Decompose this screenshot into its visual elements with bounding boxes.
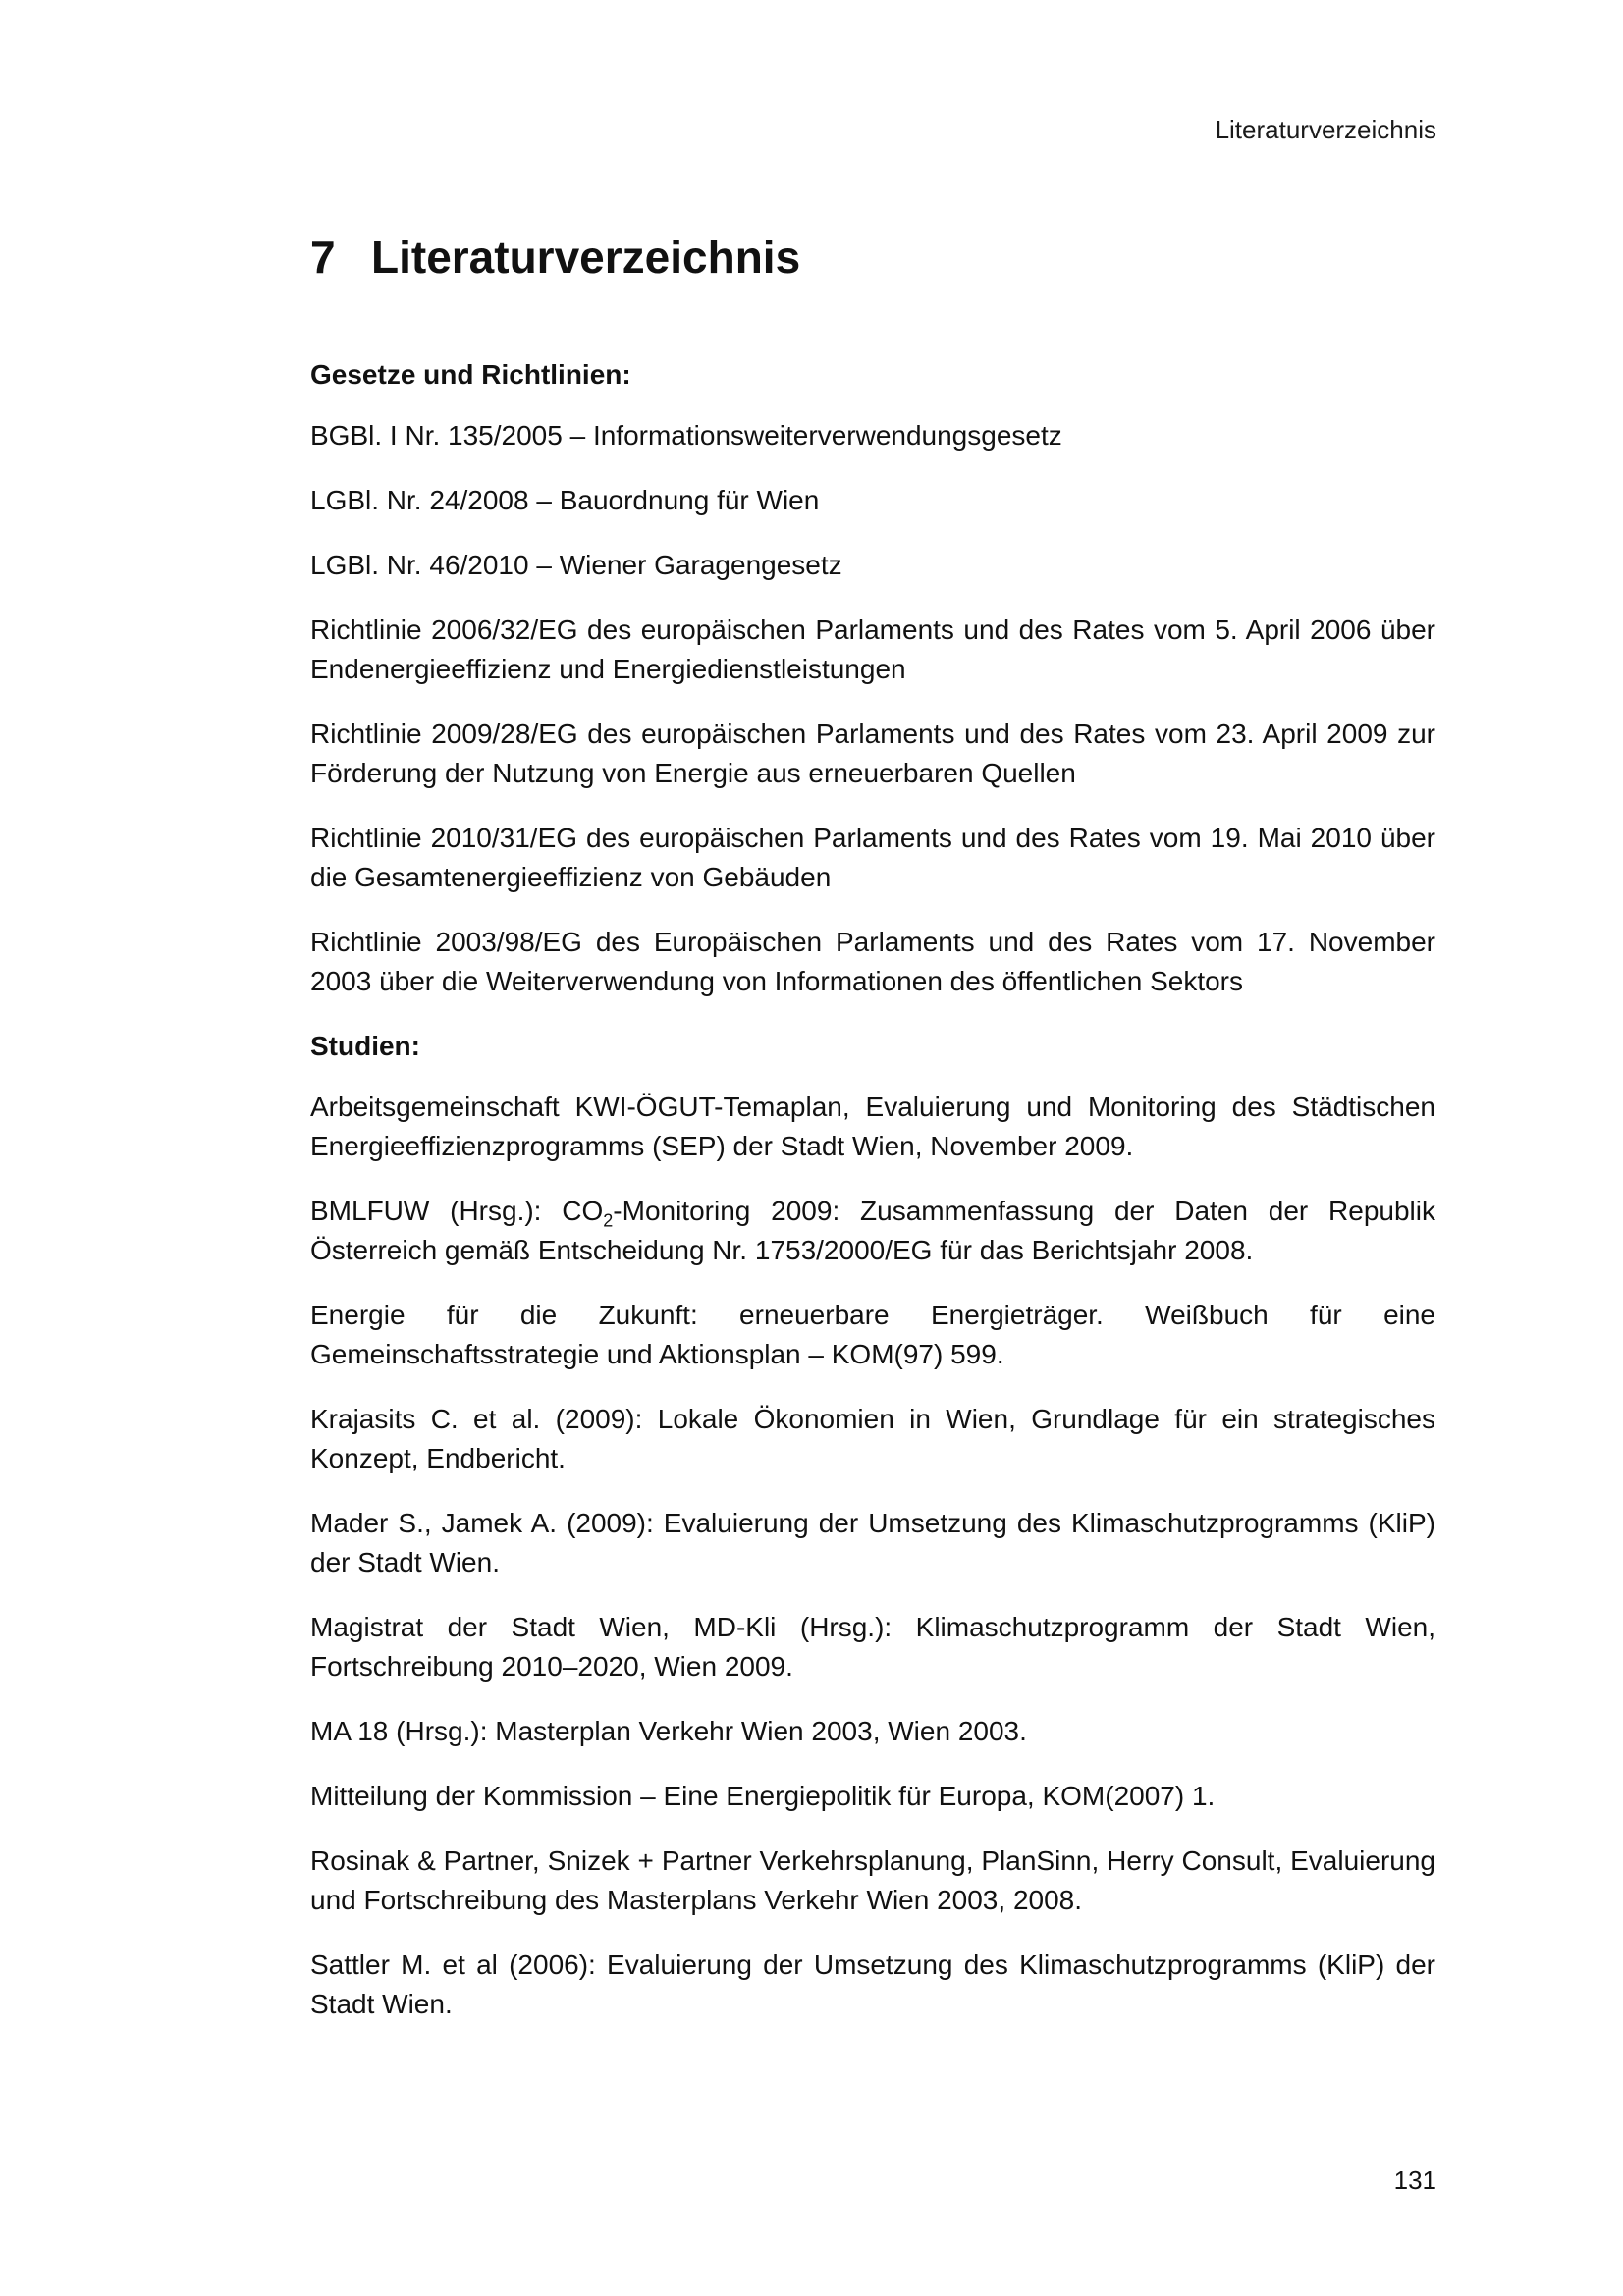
reference-item: Magistrat der Stadt Wien, MD-Kli (Hrsg.): Klimaschutzprogramm der Stadt Wien, Fortschreibung 2010–2020, Wien 2009. — [310, 1612, 1435, 1682]
reference-item: Rosinak & Partner, Snizek + Partner Verkehrsplanung, PlanSinn, Herry Consult, Evaluierung und Fortschreibung des Masterplans Verkehr Wien 2003, 2008. — [310, 1845, 1435, 1915]
reference-item: Richtlinie 2010/31/EG des europäischen Parlaments und des Rates vom 19. Mai 2010 über die Gesamtenergieeffizienz von Gebäuden — [310, 823, 1435, 892]
chapter-title — [310, 228, 1435, 287]
section-heading-laws: Gesetze und Richtlinien: — [310, 359, 631, 390]
reference-item: LGBl. Nr. 46/2010 – Wiener Garagengesetz — [310, 550, 842, 580]
reference-item: Mitteilung der Kommission – Eine Energiepolitik für Europa, KOM(2007) 1. — [310, 1781, 1216, 1811]
co2-subscript: 2 — [603, 1210, 614, 1231]
reference-item: Mader S., Jamek A. (2009): Evaluierung der Umsetzung des Klimaschutzprogramms (KliP) der Stadt Wien. — [310, 1508, 1435, 1577]
section-heading-studies: Studien: — [310, 1031, 420, 1061]
reference-item: Richtlinie 2009/28/EG des europäischen Parlaments und des Rates vom 23. April 2009 zur Förderung der Nutzung von Energie aus erneuerbaren Quellen — [310, 719, 1435, 788]
chapter-number: 7 — [310, 232, 336, 283]
page-number: 131 — [1393, 2165, 1436, 2195]
reference-item: Sattler M. et al (2006): Evaluierung der Umsetzung des Klimaschutzprogramms (KliP) der Stadt Wien. — [310, 1949, 1435, 2019]
chapter-title-text: Literaturverzeichnis — [371, 232, 801, 283]
reference-item: BGBl. I Nr. 135/2005 – Informationsweiterverwendungsgesetz — [310, 420, 1062, 451]
reference-item-co2 — [310, 1192, 1435, 1270]
reference-item: MA 18 (Hrsg.): Masterplan Verkehr Wien 2003, Wien 2003. — [310, 1716, 1027, 1746]
page-content — [310, 228, 1435, 2050]
reference-item: LGBl. Nr. 24/2008 – Bauordnung für Wien — [310, 485, 820, 515]
running-header: Literaturverzeichnis — [1215, 115, 1436, 144]
reference-item: Richtlinie 2006/32/EG des europäischen Parlaments und des Rates vom 5. April 2006 über Endenergieeffizienz und Energiedienstleistungen — [310, 614, 1435, 684]
co2-text-before: BMLFUW (Hrsg.): CO — [310, 1196, 604, 1226]
co2-text-after: -Monitoring 2009: Zusammenfassung der Daten der Republik Österreich gemäß Entscheidung Nr. 1753/2000/EG für das Berichtsjahr 2008. — [310, 1196, 1435, 1265]
reference-item: Energie für die Zukunft: erneuerbare Energieträger. Weißbuch für eine Gemeinschaftsstrategie und Aktionsplan – KOM(97) 599. — [310, 1300, 1435, 1369]
reference-item: Arbeitsgemeinschaft KWI-ÖGUT-Temaplan, Evaluierung und Monitoring des Städtischen Energieeffizienzprogramms (SEP) der Stadt Wien, November 2009. — [310, 1092, 1435, 1161]
reference-item: Krajasits C. et al. (2009): Lokale Ökonomien in Wien, Grundlage für ein strategisches Konzept, Endbericht. — [310, 1404, 1435, 1473]
reference-item: Richtlinie 2003/98/EG des Europäischen Parlaments und des Rates vom 17. November 2003 über die Weiterverwendung von Informationen des öffentlichen Sektors — [310, 927, 1435, 996]
